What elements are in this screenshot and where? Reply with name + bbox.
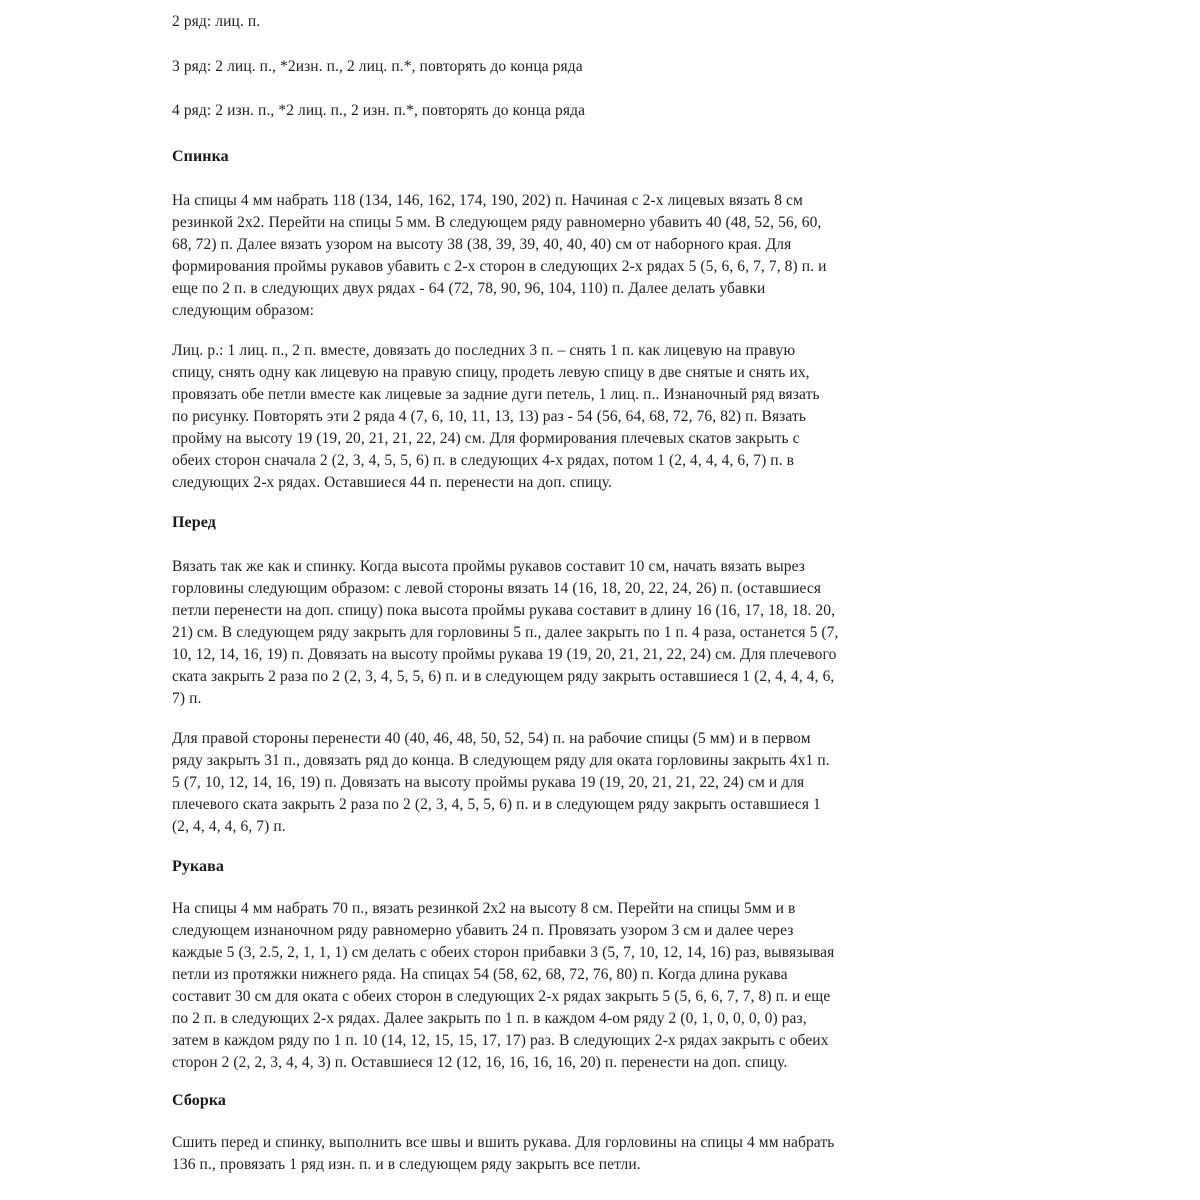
front-text-line: 21) см. В следующем ряду закрыть для горловины 5 п., далее закрыть по 1 п. 4 раза, останется 5 (7, (172, 624, 839, 641)
front-text-line: 10, 12, 14, 16, 19) п. Довязать на высоту проймы рукава 19 (19, 20, 21, 21, 22, 24) см. Для плечевого (172, 646, 837, 663)
pattern-row-4: 4 ряд: 2 изн. п., *2 лиц. п., 2 изн. п.*, повторять до конца ряда (172, 102, 586, 119)
back-text-line: спицу, снять одну как лицевую на правую спицу, продеть левую спицу в две снятые и снять их, (172, 364, 810, 381)
sleeves-text-line: петли из протяжки нижнего ряда. На спицах 54 (58, 62, 68, 72, 76, 80) п. Когда длина рукава (172, 966, 788, 983)
back-text-line: по рисунку. Повторять эти 2 ряда 4 (7, 6, 10, 11, 13, 13) раз - 54 (56, 64, 68, 72, 76, 82) п. Вязать (172, 408, 807, 425)
sleeves-text-line: затем в каждом ряду по 1 п. 10 (14, 12, 15, 15, 17, 17) раз. В следующих 2-х рядах закрыть с обеих (172, 1032, 829, 1049)
front-text-line: горловины следующим образом: с левой стороны вязать 14 (16, 18, 20, 22, 24, 26) п. (оставшиеся (172, 580, 822, 597)
assembly-text-line: 136 п., провязать 1 ряд изн. п. и в следующем ряду закрыть все петли. (172, 1156, 641, 1173)
section-heading-front: Перед (172, 514, 216, 531)
sleeves-text-line: каждые 5 (3, 2.5, 2, 1, 1, 1) см делать с обеих сторон прибавки 3 (5, 7, 10, 12, 14, 16) раз, вывязывая (172, 944, 835, 961)
back-text-line: еще по 2 п. в следующих двух рядах - 64 (72, 78, 90, 96, 104, 110) п. Далее делать убавки (172, 280, 766, 297)
front-text-line: ряду закрыть 31 п., довязать ряд до конца. В следующем ряду для оката горловины закрыть 4х1 п. (172, 752, 830, 769)
section-heading-back: Спинка (172, 148, 229, 165)
back-text-line: резинкой 2х2. Перейти на спицы 5 мм. В следующем ряду равномерно убавить 40 (48, 52, 56, 60, (172, 214, 822, 231)
front-text-line: плечевого ската закрыть 2 раза по 2 (2, 3, 4, 5, 5, 6) п. и в следующем ряду закрыть оставшиеся 1 (172, 796, 821, 813)
back-text-line: следующим образом: (172, 302, 315, 319)
front-text-line: Вязать так же как и спинку. Когда высота проймы рукавов составит 10 см, начать вязать вырез (172, 558, 805, 575)
back-text-line: Лиц. р.: 1 лиц. п., 2 п. вместе, довязать до последних 3 п. – снять 1 п. как лицевую на правую (172, 342, 796, 359)
front-text-line: 5 (7, 10, 12, 14, 16, 19) п. Довязать на высоту проймы рукава 19 (19, 20, 21, 21, 22, 24) см и для (172, 774, 805, 791)
back-text-line: формирования проймы рукавов убавить с 2-х сторон в следующих 2-х рядах 5 (5, 6, 6, 7, 7, 8) п. и (172, 258, 827, 275)
back-text-line: обеих сторон сначала 2 (2, 3, 4, 5, 5, 6) п. в следующих 4-х рядах, потом 1 (2, 4, 4, 4, 6, 7) п. в (172, 452, 795, 469)
sleeves-text-line: сторон 2 (2, 2, 3, 4, 4, 3) п. Оставшиеся 12 (12, 16, 16, 16, 16, 20) п. перенести на доп. спицу. (172, 1054, 788, 1071)
assembly-text-line: Сшить перед и спинку, выполнить все швы и вшить рукава. Для горловины на спицы 4 мм набрать (172, 1134, 835, 1151)
sleeves-text-line: На спицы 4 мм набрать 70 п., вязать резинкой 2х2 на высоту 8 см. Перейти на спицы 5мм и в (172, 900, 796, 917)
back-text-line: пройму на высоту 19 (19, 20, 21, 21, 22, 24) см. Для формирования плечевых скатов закрыть с (172, 430, 800, 447)
front-text-line: (2, 4, 4, 4, 6, 7) п. (172, 818, 286, 835)
front-text-line: петли перенести на доп. спицу) пока высота проймы рукава составит в длину 16 (16, 17, 18, 18. 20, (172, 602, 836, 619)
knitting-pattern-page (172, 0, 1132, 1200)
pattern-row-3: 3 ряд: 2 лиц. п., *2изн. п., 2 лиц. п.*, повторять до конца ряда (172, 58, 583, 75)
back-text-line: 68, 72) п. Далее вязать узором на высоту 38 (38, 39, 39, 40, 40, 40) см от наборного края. Для (172, 236, 792, 253)
pattern-row-2: 2 ряд: лиц. п. (172, 13, 261, 30)
section-heading-assembly: Сборка (172, 1092, 227, 1109)
front-text-line: Для правой стороны перенести 40 (40, 46, 48, 50, 52, 54) п. на рабочие спицы (5 мм) и в первом (172, 730, 811, 747)
section-heading-sleeves: Рукава (172, 858, 224, 875)
sleeves-text-line: составит 30 см для оката с обеих сторон в следующих 2-х рядах закрыть 5 (5, 6, 6, 7, 7, 8) п. и еще (172, 988, 831, 1005)
back-text-line: следующих 2-х рядах. Оставшиеся 44 п. перенести на доп. спицу. (172, 474, 613, 491)
back-text-line: провязать обе петли вместе как лицевые за задние дуги петель, 1 лиц. п.. Изнаночный ряд вязать (172, 386, 820, 403)
front-text-line: 7) п. (172, 690, 202, 707)
back-text-line: На спицы 4 мм набрать 118 (134, 146, 162, 174, 190, 202) п. Начиная с 2-х лицевых вязать 8 см (172, 192, 803, 209)
sleeves-text-line: следующем изнаночном ряду равномерно убавить 24 п. Провязать узором 3 см и далее через (172, 922, 794, 939)
front-text-line: ската закрыть 2 раза по 2 (2, 3, 4, 5, 5, 6) п. и в следующем ряду закрыть оставшиеся 1 (2, 4, 4, 4, 6, (172, 668, 835, 685)
sleeves-text-line: по 2 п. в следующих 2-х рядах. Далее закрыть по 1 п. в каждом 4-ом ряду 2 (0, 1, 0, 0, 0, 0) раз, (172, 1010, 807, 1027)
